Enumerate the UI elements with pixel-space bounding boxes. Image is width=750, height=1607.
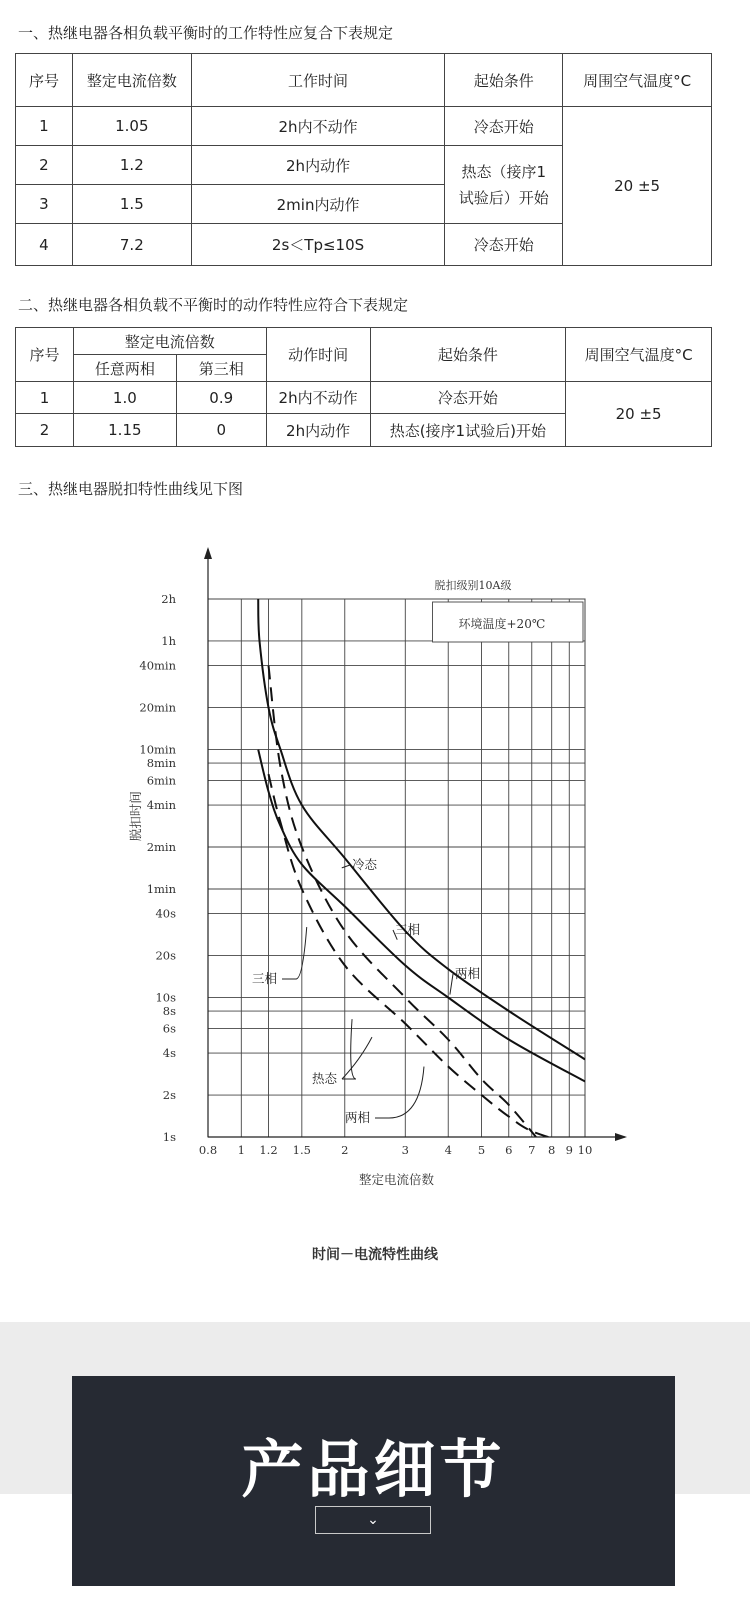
y-tick-label: 40min (139, 658, 176, 673)
x-tick-label: 7 (528, 1143, 536, 1157)
annotation-label: 热态 (312, 1071, 338, 1086)
hot-start-condition (445, 146, 563, 224)
curve-hot-two-phase (269, 774, 570, 1143)
product-detail-banner (72, 1376, 675, 1586)
y-tick-label: 4s (162, 1046, 176, 1061)
x-axis-title: 整定电流倍数 (358, 1172, 435, 1187)
row1-condition: 冷态开始 (445, 107, 563, 146)
expand-button[interactable] (315, 1506, 431, 1534)
y-tick-label: 20min (139, 700, 176, 715)
annotation-leader (342, 1037, 372, 1079)
y-tick-label: 10min (139, 742, 176, 757)
x-tick-label: 5 (477, 1143, 486, 1157)
x-tick-label: 9 (565, 1143, 573, 1157)
legend-temperature: 环境温度+20℃ (458, 617, 546, 631)
y-tick-label: 1min (146, 881, 176, 896)
u-row1-time: 2h内不动作 (266, 382, 370, 414)
chevron-down-icon: ⌄ (367, 1512, 379, 1528)
annotation-leader (450, 974, 453, 995)
y-tick-label: 2s (162, 1088, 176, 1103)
annotation-leader (342, 865, 350, 868)
y-tick-label: 2min (146, 840, 176, 855)
u-row1-third: 0.9 (176, 382, 266, 414)
y-tick-label: 40s (155, 906, 176, 921)
y-tick-label: 10s (155, 990, 176, 1005)
u-header-no: 序号 (16, 328, 74, 382)
y-tick-label: 8min (146, 756, 176, 771)
section3-title: 三、热继电器脱扣特性曲线见下图 (18, 480, 244, 498)
row4-time: 2s＜Tp≤10S (191, 224, 445, 266)
header-condition: 起始条件 (445, 54, 563, 107)
temperature-cell: 20 ±5 (563, 107, 712, 266)
annotation-label: 两相 (455, 966, 481, 981)
balanced-load-table (15, 53, 712, 266)
curve-hot-three-phase (269, 666, 537, 1138)
hot-start-line2: 试验后）开始 (458, 188, 549, 207)
row3-multiple: 1.5 (72, 185, 191, 224)
y-tick-label: 20s (155, 948, 176, 963)
y-tick-label: 8s (162, 1004, 176, 1019)
x-axis-arrow (615, 1133, 627, 1141)
header-temperature: 周围空气温度°C (563, 54, 712, 107)
y-tick-label: 2h (161, 592, 176, 606)
u-row1-condition: 冷态开始 (370, 382, 566, 414)
y-tick-label: 1s (162, 1130, 176, 1144)
u-header-any-two: 任意两相 (73, 355, 176, 382)
u-row2-time: 2h内动作 (266, 414, 370, 447)
row1-multiple: 1.05 (72, 107, 191, 146)
annotation-label: 三相 (252, 971, 278, 986)
u-header-multiple: 整定电流倍数 (73, 328, 266, 355)
row3-no: 3 (16, 185, 73, 224)
u-row2-third: 0 (176, 414, 266, 447)
row4-no: 4 (16, 224, 73, 266)
u-row2-any-two: 1.15 (73, 414, 176, 447)
detail-title: 产品细节 (241, 1433, 506, 1506)
x-tick-label: 1.2 (259, 1143, 278, 1157)
x-tick-label: 0.8 (198, 1143, 218, 1157)
row4-multiple: 7.2 (72, 224, 191, 266)
unbalanced-load-table (15, 327, 712, 447)
y-tick-label: 1h (161, 633, 176, 648)
x-tick-label: 8 (548, 1143, 556, 1157)
x-tick-label: 1.5 (292, 1143, 311, 1157)
section2-title: 二、热继电器各相负载不平衡时的动作特性应符合下表规定 (18, 296, 409, 314)
section1-title: 一、热继电器各相负载平衡时的工作特性应复合下表规定 (18, 24, 394, 42)
curve-cold-two-phase (258, 750, 585, 1082)
x-tick-label: 1 (237, 1143, 245, 1157)
u-row2-condition: 热态(接序1试验后)开始 (370, 414, 566, 447)
u-row1-no: 1 (16, 382, 74, 414)
chart-caption: 时间－电流特性曲线 (312, 1247, 438, 1263)
annotation-leader (375, 1067, 424, 1118)
u-row2-no: 2 (16, 414, 74, 447)
y-tick-label: 6s (162, 1021, 176, 1036)
x-tick-label: 3 (401, 1143, 409, 1157)
trip-characteristic-chart (0, 520, 750, 1240)
hot-start-line1: 热态（接序1 (461, 162, 547, 181)
row2-multiple: 1.2 (72, 146, 191, 185)
y-tick-label: 4min (146, 798, 176, 813)
x-tick-label: 6 (505, 1143, 513, 1157)
row1-no: 1 (16, 107, 73, 146)
u-row1-any-two: 1.0 (73, 382, 176, 414)
row4-condition: 冷态开始 (445, 224, 563, 266)
row3-time: 2min内动作 (191, 185, 445, 224)
u-header-third: 第三相 (176, 355, 266, 382)
u-header-temperature: 周围空气温度°C (566, 328, 712, 382)
u-temperature-cell: 20 ±5 (566, 382, 712, 447)
row2-no: 2 (16, 146, 73, 185)
annotation-label: 冷态 (352, 857, 378, 872)
header-no: 序号 (16, 54, 73, 107)
legend-class: 脱扣级别10A级 (434, 579, 512, 592)
y-axis-title: 脱扣时间 (128, 791, 143, 842)
x-tick-label: 4 (444, 1143, 452, 1157)
header-time: 工作时间 (191, 54, 445, 107)
header-multiple: 整定电流倍数 (72, 54, 191, 107)
x-tick-label: 10 (577, 1143, 593, 1157)
row1-time: 2h内不动作 (191, 107, 445, 146)
u-header-time: 动作时间 (266, 328, 370, 382)
row2-time: 2h内动作 (191, 146, 445, 185)
x-tick-label: 2 (341, 1143, 349, 1157)
u-header-condition: 起始条件 (370, 328, 566, 382)
annotation-label: 两相 (345, 1110, 371, 1125)
curve-cold-three-phase (258, 599, 585, 1059)
annotation-leader (282, 927, 307, 979)
annotation-label: 三相 (395, 922, 421, 937)
y-axis-arrow (204, 547, 212, 559)
y-tick-label: 6min (146, 773, 176, 788)
